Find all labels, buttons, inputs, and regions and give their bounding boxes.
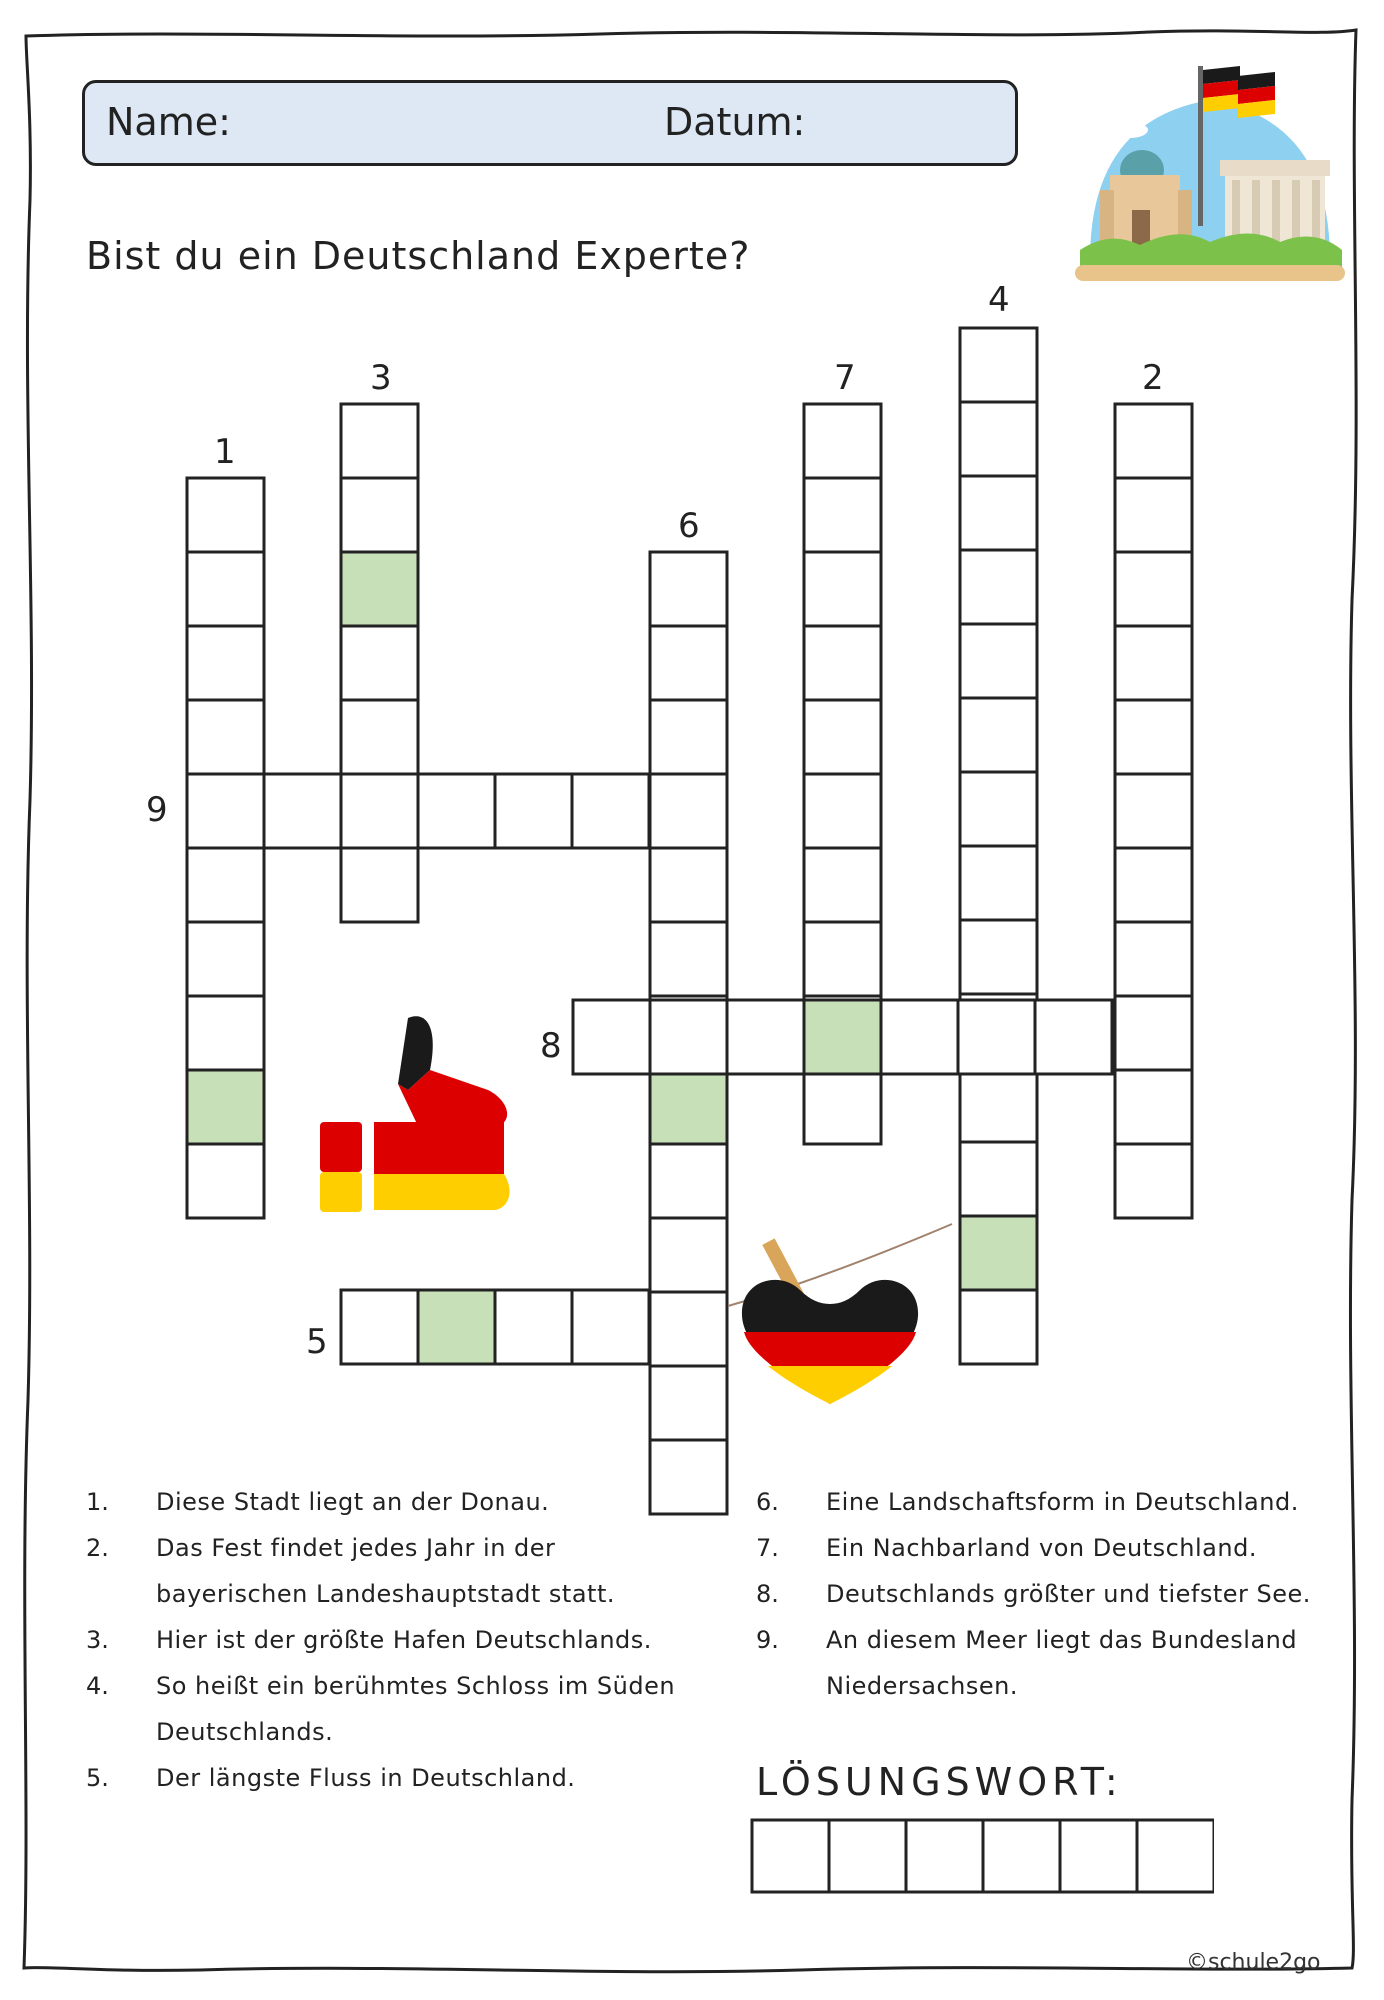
word-9-cell[interactable] <box>264 774 341 848</box>
clue-text: Das Fest findet jedes Jahr in der <box>156 1534 556 1562</box>
thumbs-up-flag-icon <box>318 1010 518 1222</box>
word-8-cell[interactable] <box>804 1000 881 1074</box>
word-3-cell[interactable] <box>341 552 418 626</box>
word-9-cell[interactable] <box>572 774 649 848</box>
word-2-cell[interactable] <box>1115 1070 1192 1144</box>
clue-number: 7. <box>756 1534 779 1562</box>
word-8-cell[interactable] <box>1035 1000 1112 1074</box>
word-1-cell[interactable] <box>187 478 264 552</box>
clue-text: Deutschlands größter und tiefster See. <box>826 1580 1311 1608</box>
word-2-cell[interactable] <box>1115 996 1192 1070</box>
solution-word-boxes <box>750 1818 1214 1896</box>
grid-number-7: 7 <box>834 358 856 398</box>
grid-number-1: 1 <box>214 432 236 472</box>
word-6-cell[interactable] <box>650 700 727 774</box>
word-7-cell[interactable] <box>804 922 881 996</box>
grid-number-9: 9 <box>146 790 168 830</box>
word-2-cell[interactable] <box>1115 848 1192 922</box>
grid-number-3: 3 <box>370 358 392 398</box>
grid-number-5: 5 <box>306 1322 328 1362</box>
word-6-cell[interactable] <box>650 848 727 922</box>
word-4-cell[interactable] <box>960 402 1037 476</box>
word-7-cell[interactable] <box>804 700 881 774</box>
word-4-cell[interactable] <box>960 698 1037 772</box>
grid-number-6: 6 <box>678 506 700 546</box>
word-6-cell[interactable] <box>650 1144 727 1218</box>
solution-letter-box[interactable] <box>906 1820 983 1892</box>
heart-flag-icon <box>720 1220 960 1420</box>
grid-number-4: 4 <box>988 280 1010 320</box>
word-8-cell[interactable] <box>573 1000 650 1074</box>
word-2-cell[interactable] <box>1115 626 1192 700</box>
clue-number: 2. <box>86 1534 109 1562</box>
page-title: Bist du ein Deutschland Experte? <box>86 234 751 278</box>
word-8-cell[interactable] <box>650 1000 727 1074</box>
word-3-cell[interactable] <box>341 626 418 700</box>
word-3-cell[interactable] <box>341 700 418 774</box>
word-6-cell[interactable] <box>650 1292 727 1366</box>
word-1-cell[interactable] <box>187 922 264 996</box>
word-6-cell[interactable] <box>650 922 727 996</box>
word-8-cell[interactable] <box>727 1000 804 1074</box>
word-4-cell[interactable] <box>960 920 1037 994</box>
word-1-cell[interactable] <box>187 996 264 1070</box>
word-4-cell[interactable] <box>960 1290 1037 1364</box>
word-4-cell[interactable] <box>960 328 1037 402</box>
word-6-cell[interactable] <box>650 1366 727 1440</box>
clue-text: So heißt ein berühmtes Schloss im Süden <box>156 1672 676 1700</box>
word-8-cell[interactable] <box>958 1000 1035 1074</box>
word-9-cell[interactable] <box>495 774 572 848</box>
word-9-cell[interactable] <box>187 774 264 848</box>
solution-letter-box[interactable] <box>1060 1820 1137 1892</box>
grid-number-2: 2 <box>1142 358 1164 398</box>
solution-word-label: LÖSUNGSWORT: <box>756 1760 1123 1804</box>
word-1-cell[interactable] <box>187 552 264 626</box>
clue-text: Niedersachsen. <box>826 1672 1018 1700</box>
word-9-cell[interactable] <box>341 774 418 848</box>
word-4-cell[interactable] <box>960 1142 1037 1216</box>
word-2-cell[interactable] <box>1115 1144 1192 1218</box>
word-1-cell[interactable] <box>187 848 264 922</box>
clue-number: 5. <box>86 1764 109 1792</box>
clue-number: 3. <box>86 1626 109 1654</box>
word-4-cell[interactable] <box>960 550 1037 624</box>
word-3-cell[interactable] <box>341 848 418 922</box>
word-7-cell[interactable] <box>804 1070 881 1144</box>
word-2-cell[interactable] <box>1115 552 1192 626</box>
word-6-cell[interactable] <box>650 774 727 848</box>
word-2-cell[interactable] <box>1115 774 1192 848</box>
name-label: Name: <box>106 100 231 144</box>
clue-text: Ein Nachbarland von Deutschland. <box>826 1534 1257 1562</box>
word-7-cell[interactable] <box>804 404 881 478</box>
word-2-cell[interactable] <box>1115 478 1192 552</box>
word-3-cell[interactable] <box>341 404 418 478</box>
word-6-cell[interactable] <box>650 1440 727 1514</box>
clue-number: 8. <box>756 1580 779 1608</box>
word-7-cell[interactable] <box>804 552 881 626</box>
word-5-cell[interactable] <box>341 1290 418 1364</box>
word-7-cell[interactable] <box>804 848 881 922</box>
clue-number: 4. <box>86 1672 109 1700</box>
word-7-cell[interactable] <box>804 774 881 848</box>
word-6-cell[interactable] <box>650 1218 727 1292</box>
solution-letter-box[interactable] <box>829 1820 906 1892</box>
clue-number: 1. <box>86 1488 109 1516</box>
word-3-cell[interactable] <box>341 478 418 552</box>
word-1-cell[interactable] <box>187 1144 264 1218</box>
word-7-cell[interactable] <box>804 478 881 552</box>
word-1-cell[interactable] <box>187 626 264 700</box>
word-4-cell[interactable] <box>960 1216 1037 1290</box>
word-6-cell[interactable] <box>650 626 727 700</box>
date-label: Datum: <box>664 100 806 144</box>
word-4-cell[interactable] <box>960 846 1037 920</box>
clue-text: Deutschlands. <box>156 1718 334 1746</box>
clue-text: Hier ist der größte Hafen Deutschlands. <box>156 1626 652 1654</box>
clue-text: Eine Landschaftsform in Deutschland. <box>826 1488 1299 1516</box>
clue-number: 6. <box>756 1488 779 1516</box>
word-1-cell[interactable] <box>187 700 264 774</box>
word-2-cell[interactable] <box>1115 922 1192 996</box>
word-4-cell[interactable] <box>960 624 1037 698</box>
word-5-cell[interactable] <box>572 1290 649 1364</box>
word-9-cell[interactable] <box>418 774 495 848</box>
clue-number: 9. <box>756 1626 779 1654</box>
solution-letter-box[interactable] <box>1137 1820 1214 1892</box>
word-4-cell[interactable] <box>960 772 1037 846</box>
clue-text: An diesem Meer liegt das Bundesland <box>826 1626 1298 1654</box>
clue-text: Der längste Fluss in Deutschland. <box>156 1764 576 1792</box>
clue-text: bayerischen Landeshauptstadt statt. <box>156 1580 615 1608</box>
grid-number-8: 8 <box>540 1026 562 1066</box>
word-7-cell[interactable] <box>804 626 881 700</box>
word-4-cell[interactable] <box>960 1068 1037 1142</box>
word-5-cell[interactable] <box>495 1290 572 1364</box>
solution-letter-box[interactable] <box>983 1820 1060 1892</box>
word-2-cell[interactable] <box>1115 700 1192 774</box>
word-4-cell[interactable] <box>960 476 1037 550</box>
clue-text: Diese Stadt liegt an der Donau. <box>156 1488 550 1516</box>
word-6-cell[interactable] <box>650 552 727 626</box>
word-5-cell[interactable] <box>418 1290 495 1364</box>
copyright: ©schule2go <box>1186 1950 1321 1975</box>
word-8-cell[interactable] <box>881 1000 958 1074</box>
word-2-cell[interactable] <box>1115 404 1192 478</box>
word-6-cell[interactable] <box>650 1070 727 1144</box>
word-1-cell[interactable] <box>187 1070 264 1144</box>
solution-letter-box[interactable] <box>752 1820 829 1892</box>
